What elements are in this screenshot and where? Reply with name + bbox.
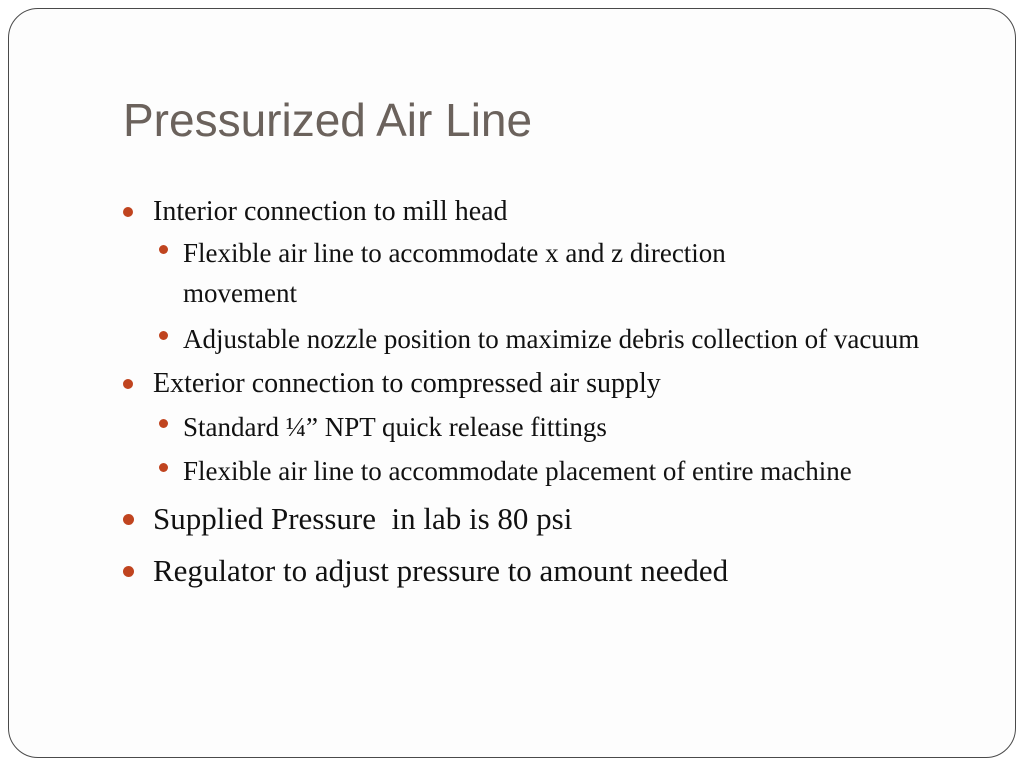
- bullet-dot-icon: [123, 566, 134, 577]
- bullet-text: Supplied Pressure in lab is 80 psi: [153, 501, 573, 536]
- slide-frame: [8, 8, 1016, 758]
- sub-bullet-text: Adjustable nozzle position to maximize debris collection of vacuum: [183, 324, 920, 354]
- bullet-list: [121, 195, 991, 603]
- bullet-text: Interior connection to mill head: [153, 196, 508, 227]
- bullet-item: [121, 367, 991, 401]
- bullet-item: [121, 195, 991, 229]
- slide-title: Pressurized Air Line: [123, 94, 533, 146]
- sub-bullet-text: Standard ¼” NPT quick release fittings: [183, 412, 607, 442]
- sub-bullet-dot-icon: [159, 245, 168, 254]
- bullet-item: [121, 499, 991, 539]
- bullet-dot-icon: [123, 514, 134, 525]
- bullet-text: Regulator to adjust pressure to amount needed: [153, 553, 729, 588]
- bullet-dot-icon: [123, 207, 133, 217]
- sub-bullet-text: Flexible air line to accommodate placement of entire machine: [183, 456, 852, 486]
- bullet-dot-icon: [123, 379, 133, 389]
- sub-bullet-item: [151, 233, 843, 313]
- sub-bullet-dot-icon: [159, 331, 168, 340]
- sub-bullet-dot-icon: [159, 419, 168, 428]
- sub-bullet-item: [151, 319, 983, 359]
- sub-bullet-item: [151, 407, 991, 447]
- sub-bullet-text: Flexible air line to accommodate x and z direction movement: [183, 238, 726, 308]
- sub-bullet-item: [151, 451, 903, 491]
- bullet-item: [121, 551, 991, 591]
- sub-bullet-dot-icon: [159, 463, 168, 472]
- bullet-text: Exterior connection to compressed air supply: [153, 368, 661, 399]
